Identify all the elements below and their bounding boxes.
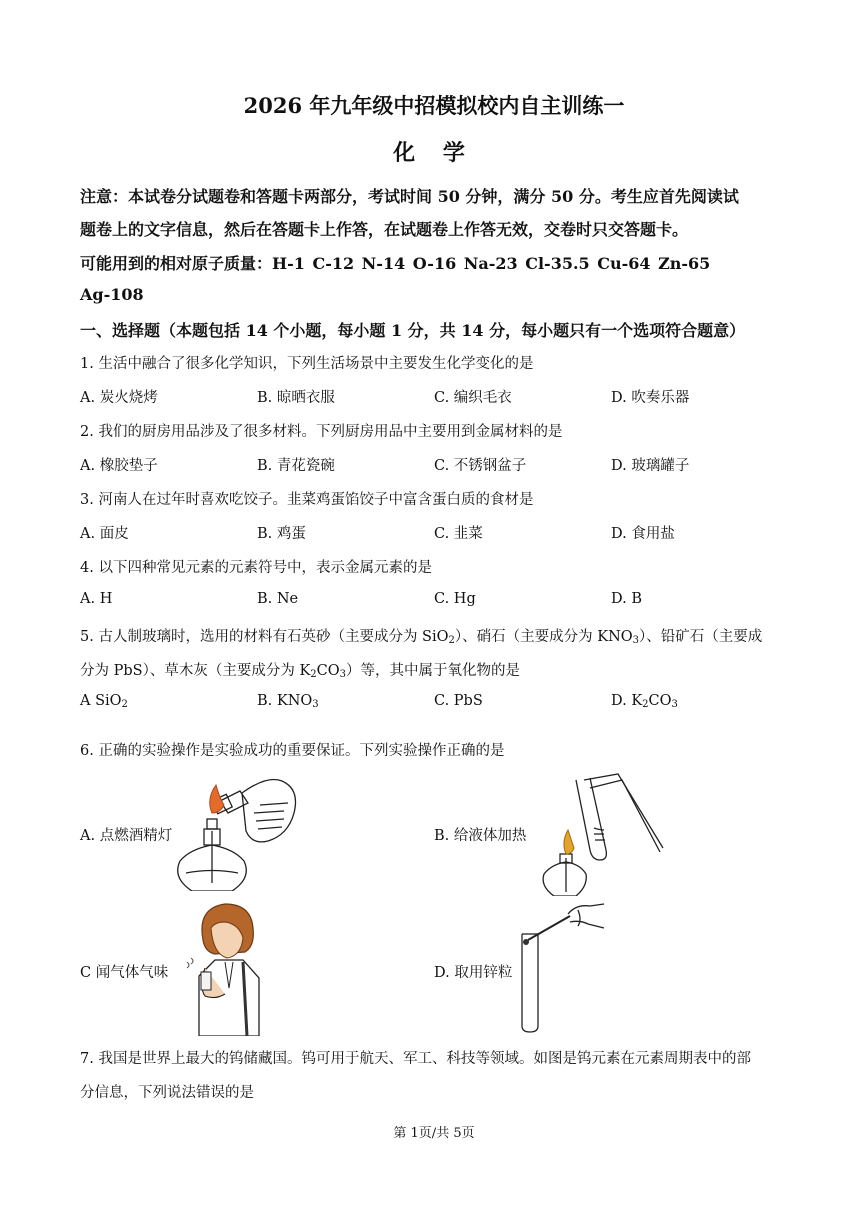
question-4-option-a: A. H bbox=[80, 591, 113, 607]
question-7-stem-line-2: 分信息，下列说法错误的是 bbox=[80, 1085, 254, 1101]
atomic-masses-line-2: Ag-108 bbox=[80, 285, 144, 304]
question-5-stem-line-2: 分为 PbS）、草木灰（主要成分为 $K_2CO_3$）等，其中属于氧化物的是 bbox=[80, 663, 521, 680]
question-5-stem-line-1: 5. 古人制玻璃时，选用的材料有石英砂（主要成分为 SiO$_2$）、硝石（主要成分为 $KNO_3$）、铅矿石（主要成 bbox=[80, 629, 763, 646]
question-2-option-c: C. 不锈钢盆子 bbox=[434, 458, 527, 474]
question-4-option-c: C. Hg bbox=[434, 591, 476, 607]
page-title: 2026 年九年级中招模拟校内自主训练一 bbox=[243, 93, 625, 118]
question-3-stem: 3. 河南人在过年时喜欢吃饺子。韭菜鸡蛋馅饺子中富含蛋白质的食材是 bbox=[80, 492, 534, 508]
question-3-option-a: A. 面皮 bbox=[80, 526, 129, 542]
question-1-option-d: D. 吹奏乐器 bbox=[611, 390, 690, 406]
question-6-option-b: B. 给液体加热 bbox=[434, 828, 527, 844]
question-1-stem: 1. 生活中融合了很多化学知识，下列生活场景中主要发生化学变化的是 bbox=[80, 356, 534, 372]
question-2-option-b: B. 青花瓷碗 bbox=[257, 458, 335, 474]
question-7-stem-line-1: 7. 我国是世界上最大的钨储藏国。钨可用于航天、军工、科技等领域。如图是钨元素在元素周期表中的部 bbox=[80, 1051, 751, 1067]
question-2-stem: 2. 我们的厨房用品涉及了很多材料。下列厨房用品中主要用到金属材料的是 bbox=[80, 424, 563, 440]
question-4-stem: 4. 以下四种常见元素的元素符号中，表示金属元素的是 bbox=[80, 560, 432, 576]
question-5-option-b: B. $KNO_3$ bbox=[257, 693, 319, 710]
question-6-option-c: C 闻气体气味 bbox=[80, 965, 169, 981]
question-4-option-d: D. B bbox=[611, 591, 642, 607]
heating-liquid-figure bbox=[528, 768, 668, 896]
page-number: 第 1页/共 5页 bbox=[393, 1126, 475, 1141]
question-6-stem: 6. 正确的实验操作是实验成功的重要保证。下列实验操作正确的是 bbox=[80, 743, 505, 759]
question-6-option-a: A. 点燃酒精灯 bbox=[80, 828, 173, 844]
alcohol-lamp-lighting-figure bbox=[172, 773, 312, 891]
question-1-option-c: C. 编织毛衣 bbox=[434, 390, 512, 406]
question-1-option-a: A. 炭火烧烤 bbox=[80, 390, 158, 406]
notice-line-2: 题卷上的文字信息，然后在答题卡上作答，在试题卷上作答无效，交卷时只交答题卡。 bbox=[80, 220, 689, 239]
subject-title: 化 学 bbox=[393, 140, 475, 166]
zinc-granules-figure bbox=[518, 900, 608, 1034]
question-5-option-d: D. $K_2CO_3$ bbox=[611, 693, 678, 710]
atomic-masses-line-1: 可能用到的相对原子质量：H-1 C-12 N-14 O-16 Na-23 Cl-35.5 Cu-64 Zn-65 bbox=[80, 254, 711, 273]
question-6-option-d: D. 取用锌粒 bbox=[434, 965, 513, 981]
question-2-option-a: A. 橡胶垫子 bbox=[80, 458, 158, 474]
question-5-option-c: C. PbS bbox=[434, 693, 483, 709]
section-heading: 一、选择题（本题包括 14 个小题，每小题 1 分，共 14 分，每小题只有一个选项符合题意） bbox=[80, 321, 746, 340]
question-3-option-b: B. 鸡蛋 bbox=[257, 526, 306, 542]
question-4-option-b: B. Ne bbox=[257, 591, 299, 607]
smelling-gas-figure bbox=[185, 898, 275, 1036]
question-3-option-c: C. 韭菜 bbox=[434, 526, 483, 542]
question-5-option-a: A SiO$_2$ bbox=[80, 693, 128, 710]
question-2-option-d: D. 玻璃罐子 bbox=[611, 458, 690, 474]
question-1-option-b: B. 晾晒衣服 bbox=[257, 390, 335, 406]
question-3-option-d: D. 食用盐 bbox=[611, 526, 675, 542]
notice-line-1: 注意：本试卷分试题卷和答题卡两部分，考试时间 50 分钟，满分 50 分。考生应首先阅读试 bbox=[80, 187, 739, 206]
